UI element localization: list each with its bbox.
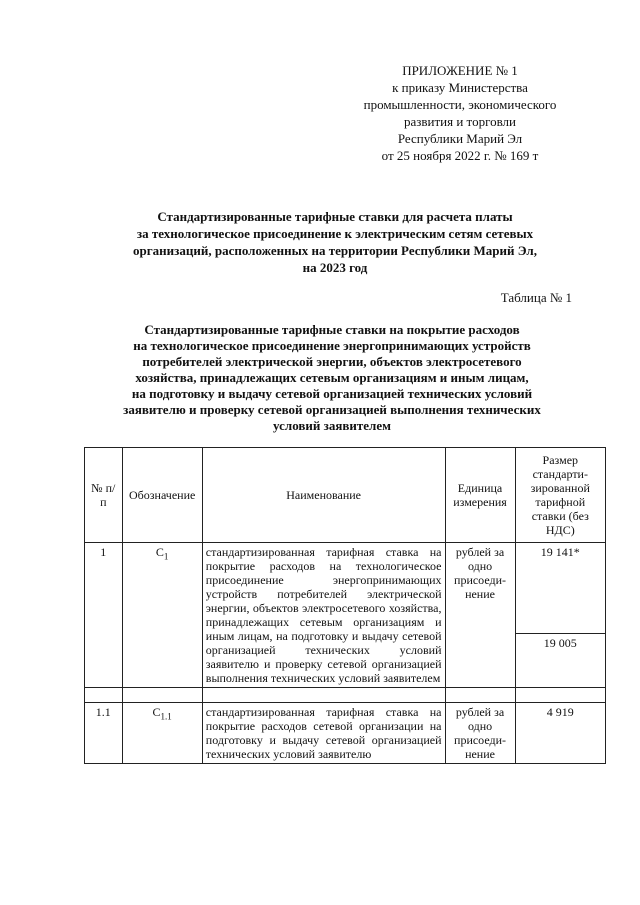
tariff-rates-table (84, 447, 606, 764)
gap-cell (445, 688, 515, 703)
row-unit: рублей за одно присоеди-нение (445, 543, 515, 688)
title-line: за технологическое присоединение к электрическим сетям сетевых (136, 226, 534, 241)
subtitle-line: заявителю и проверку сетевой организацией выполнения технических (123, 402, 541, 417)
header-unit: Единица измерения (445, 448, 515, 543)
subtitle-line: на подготовку и выдачу сетевой организацией технических условий (131, 386, 533, 401)
table-header-row (85, 448, 606, 543)
header-code: Обозначение (122, 448, 202, 543)
row-num: 1 (85, 543, 123, 688)
subtitle-line: на технологическое присоединение энергопринимающих устройств (133, 338, 531, 353)
annex-line: Республики Марий Эл (397, 131, 523, 146)
gap-cell (202, 688, 445, 703)
row-code (122, 703, 202, 764)
subtitle-line: Стандартизированные тарифные ставки на покрытие расходов (144, 322, 520, 337)
header-value: Размер стандарти-зированной тарифной ставки (без НДС) (515, 448, 605, 543)
subtitle-line: хозяйства, принадлежащих сетевым организациям и иным лицам, (135, 370, 529, 385)
header-num: № п/п (85, 448, 123, 543)
header-name: Наименование (202, 448, 445, 543)
table-subtitle (82, 322, 582, 434)
row-value-1: 19 141* (515, 543, 605, 634)
annex-line: ПРИЛОЖЕНИЕ № 1 (402, 63, 518, 78)
code-sub: 1 (163, 551, 169, 562)
gap-cell (85, 688, 123, 703)
row-code (122, 543, 202, 688)
annex-line: развития и торговли (403, 114, 516, 129)
annex-header (340, 62, 580, 164)
title-line: Стандартизированные тарифные ставки для расчета платы (157, 209, 513, 224)
document-title (100, 208, 570, 276)
code-sub: 1.1 (160, 711, 172, 722)
table-label: Таблица № 1 (500, 290, 572, 305)
annex-line: от 25 ноября 2022 г. № 169 т (381, 148, 539, 163)
title-line: организаций, расположенных на территории Республики Марий Эл, (133, 243, 537, 258)
title-line: на 2023 год (302, 260, 368, 275)
table-gap-row (85, 688, 606, 703)
row-unit: рублей за одно присоеди-нение (445, 703, 515, 764)
annex-line: к приказу Министерства (392, 80, 528, 95)
table-row (85, 703, 606, 764)
row-value-1: 4 919 (515, 703, 605, 764)
code-main: C (155, 545, 164, 559)
row-value-2: 19 005 (515, 634, 605, 688)
annex-line: промышленности, экономического (363, 97, 557, 112)
table-row (85, 543, 606, 634)
subtitle-line: условий заявителем (273, 418, 391, 433)
subtitle-line: потребителей электрической энергии, объектов электросетевого (142, 354, 522, 369)
row-name: стандартизированная тарифная ставка на покрытие расходов на технологическое присоединение энергопринимающих устройств потребителей электрической энергии, объектов электросетевого хозяйства, принадлежащих сетевым организациям и иным лицам, на подготовку и выдачу сетевой организацией технических условий заявителю и проверку сетевой организацией выполнения технических условий заявителем (202, 543, 445, 688)
row-name: стандартизированная тарифная ставка на покрытие расходов сетевой организации на подготовку и выдачу сетевой организацией технических условий заявителю (202, 703, 445, 764)
gap-cell (515, 688, 605, 703)
gap-cell (122, 688, 202, 703)
code-main: C (152, 705, 161, 719)
row-num: 1.1 (85, 703, 123, 764)
